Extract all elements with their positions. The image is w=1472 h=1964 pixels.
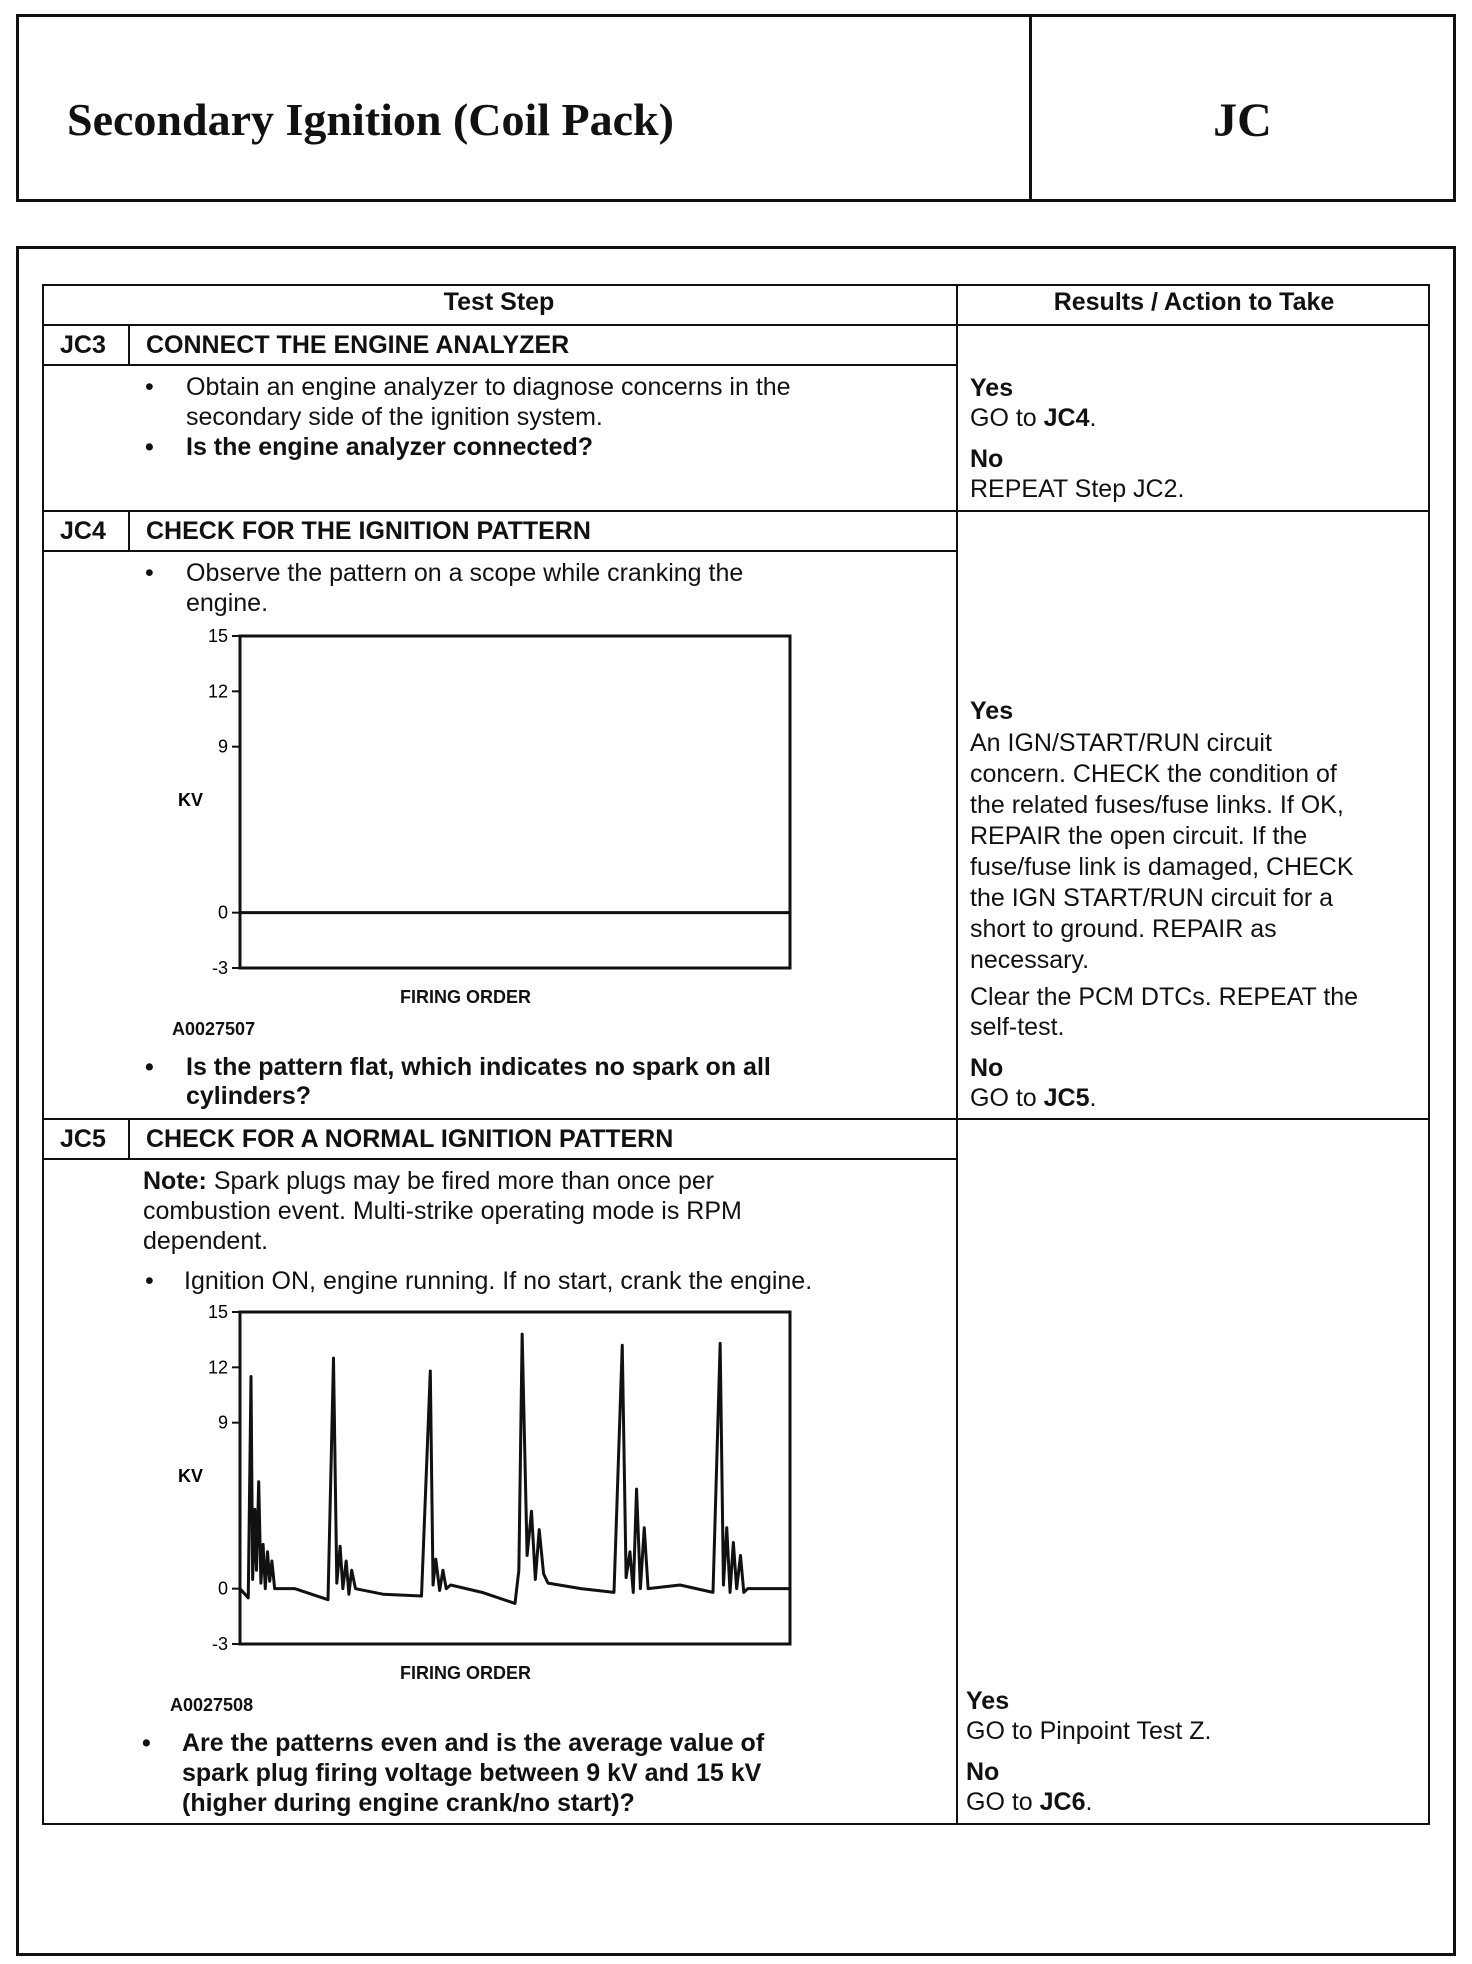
waveform-line	[240, 1334, 790, 1603]
yes-label: Yes	[966, 1687, 1010, 1715]
jc4-id-divider	[128, 511, 130, 551]
bullet-icon: •	[145, 373, 154, 401]
normal-ignition-scope-chart	[150, 1300, 810, 1650]
figure-id: A0027507	[172, 1019, 256, 1039]
yes-action: GO to JC4.	[970, 404, 1097, 432]
y-tick-label: 0	[217, 1578, 228, 1599]
action-line: short to ground. REPAIR as	[970, 915, 1277, 943]
section-code: JC	[1213, 94, 1272, 147]
step-id: JC4	[60, 517, 106, 545]
y-tick-label: 12	[207, 681, 228, 702]
question-text: cylinders?	[186, 1082, 312, 1110]
y-tick-label: 9	[217, 1412, 228, 1433]
action-line: fuse/fuse link is damaged, CHECK	[970, 853, 1354, 881]
no-action: GO to JC6.	[966, 1788, 1093, 1816]
action-line: self-test.	[970, 1013, 1065, 1041]
instruction-text: Observe the pattern on a scope while cranking the	[186, 559, 744, 587]
instruction-text: secondary side of the ignition system.	[186, 403, 603, 431]
action-line: the related fuses/fuse links. If OK,	[970, 791, 1344, 819]
jc3-title-rule	[42, 364, 956, 366]
flat-ignition-scope-chart	[150, 624, 810, 974]
x-axis-label: FIRING ORDER	[400, 987, 532, 1007]
step-id: JC3	[60, 331, 106, 359]
y-tick-label: -3	[211, 958, 228, 974]
yes-label: Yes	[970, 374, 1014, 402]
jc3-id-divider	[128, 325, 130, 365]
no-label: No	[966, 1758, 1000, 1786]
y-tick-label: -3	[211, 1634, 228, 1650]
column-header-test-step: Test Step	[443, 288, 555, 316]
question-text: (higher during engine crank/no start)?	[182, 1789, 635, 1817]
action-line: REPAIR the open circuit. If the	[970, 822, 1308, 850]
instruction-text: Obtain an engine analyzer to diagnose concerns in the	[186, 373, 791, 401]
header-rule	[42, 324, 1430, 326]
jc4-title-rule	[42, 550, 956, 552]
column-divider	[956, 284, 958, 1825]
y-tick-label: 12	[207, 1357, 228, 1378]
no-action: REPEAT Step JC2.	[970, 475, 1185, 503]
step-title: CONNECT THE ENGINE ANALYZER	[146, 331, 570, 359]
instruction-text: Ignition ON, engine running. If no start, crank the engine.	[184, 1267, 813, 1295]
y-tick-label: 15	[207, 626, 228, 646]
bullet-icon: •	[145, 559, 154, 587]
x-axis-label: FIRING ORDER	[400, 1663, 532, 1683]
figure-id: A0027508	[170, 1695, 254, 1715]
no-action: GO to JC5.	[970, 1084, 1097, 1112]
step-title: CHECK FOR A NORMAL IGNITION PATTERN	[146, 1125, 674, 1153]
y-tick-label: 0	[217, 902, 228, 923]
row-separator	[42, 510, 1430, 512]
y-axis-label: KV	[178, 790, 204, 810]
bullet-icon: •	[142, 1729, 151, 1757]
plot-frame	[240, 636, 790, 968]
instruction-text: engine.	[186, 589, 269, 617]
question-text: Is the engine analyzer connected?	[186, 433, 594, 461]
no-label: No	[970, 1054, 1004, 1082]
no-label: No	[970, 445, 1004, 473]
column-header-results: Results / Action to Take	[1053, 288, 1335, 316]
yes-label: Yes	[970, 697, 1014, 725]
action-line: An IGN/START/RUN circuit	[970, 729, 1272, 757]
page-header	[16, 14, 1456, 202]
bullet-icon: •	[145, 433, 154, 461]
step-id: JC5	[60, 1125, 106, 1153]
y-tick-label: 15	[207, 1302, 228, 1322]
action-line: concern. CHECK the condition of	[970, 760, 1337, 788]
action-line: the IGN START/RUN circuit for a	[970, 884, 1334, 912]
jc5-id-divider	[128, 1119, 130, 1159]
jc5-title-rule	[42, 1158, 956, 1160]
note-text: dependent.	[143, 1227, 269, 1255]
note-text: Note: Spark plugs may be fired more than once per	[143, 1167, 715, 1195]
action-line: necessary.	[970, 946, 1090, 974]
note-text: combustion event. Multi-strike operating mode is RPM	[143, 1197, 742, 1225]
question-text: spark plug firing voltage between 9 kV and 15 kV	[182, 1759, 762, 1787]
bullet-icon: •	[145, 1053, 154, 1081]
question-text: Is the pattern flat, which indicates no spark on all	[186, 1053, 771, 1081]
bullet-icon: •	[145, 1267, 154, 1295]
row-separator	[42, 1118, 1430, 1120]
y-tick-label: 9	[217, 736, 228, 757]
question-text: Are the patterns even and is the average value of	[182, 1729, 765, 1757]
page-title: Secondary Ignition (Coil Pack)	[67, 94, 674, 145]
step-title: CHECK FOR THE IGNITION PATTERN	[146, 517, 591, 545]
action-line: Clear the PCM DTCs. REPEAT the	[970, 983, 1359, 1011]
yes-action: GO to Pinpoint Test Z.	[966, 1717, 1212, 1745]
y-axis-label: KV	[178, 1466, 204, 1486]
